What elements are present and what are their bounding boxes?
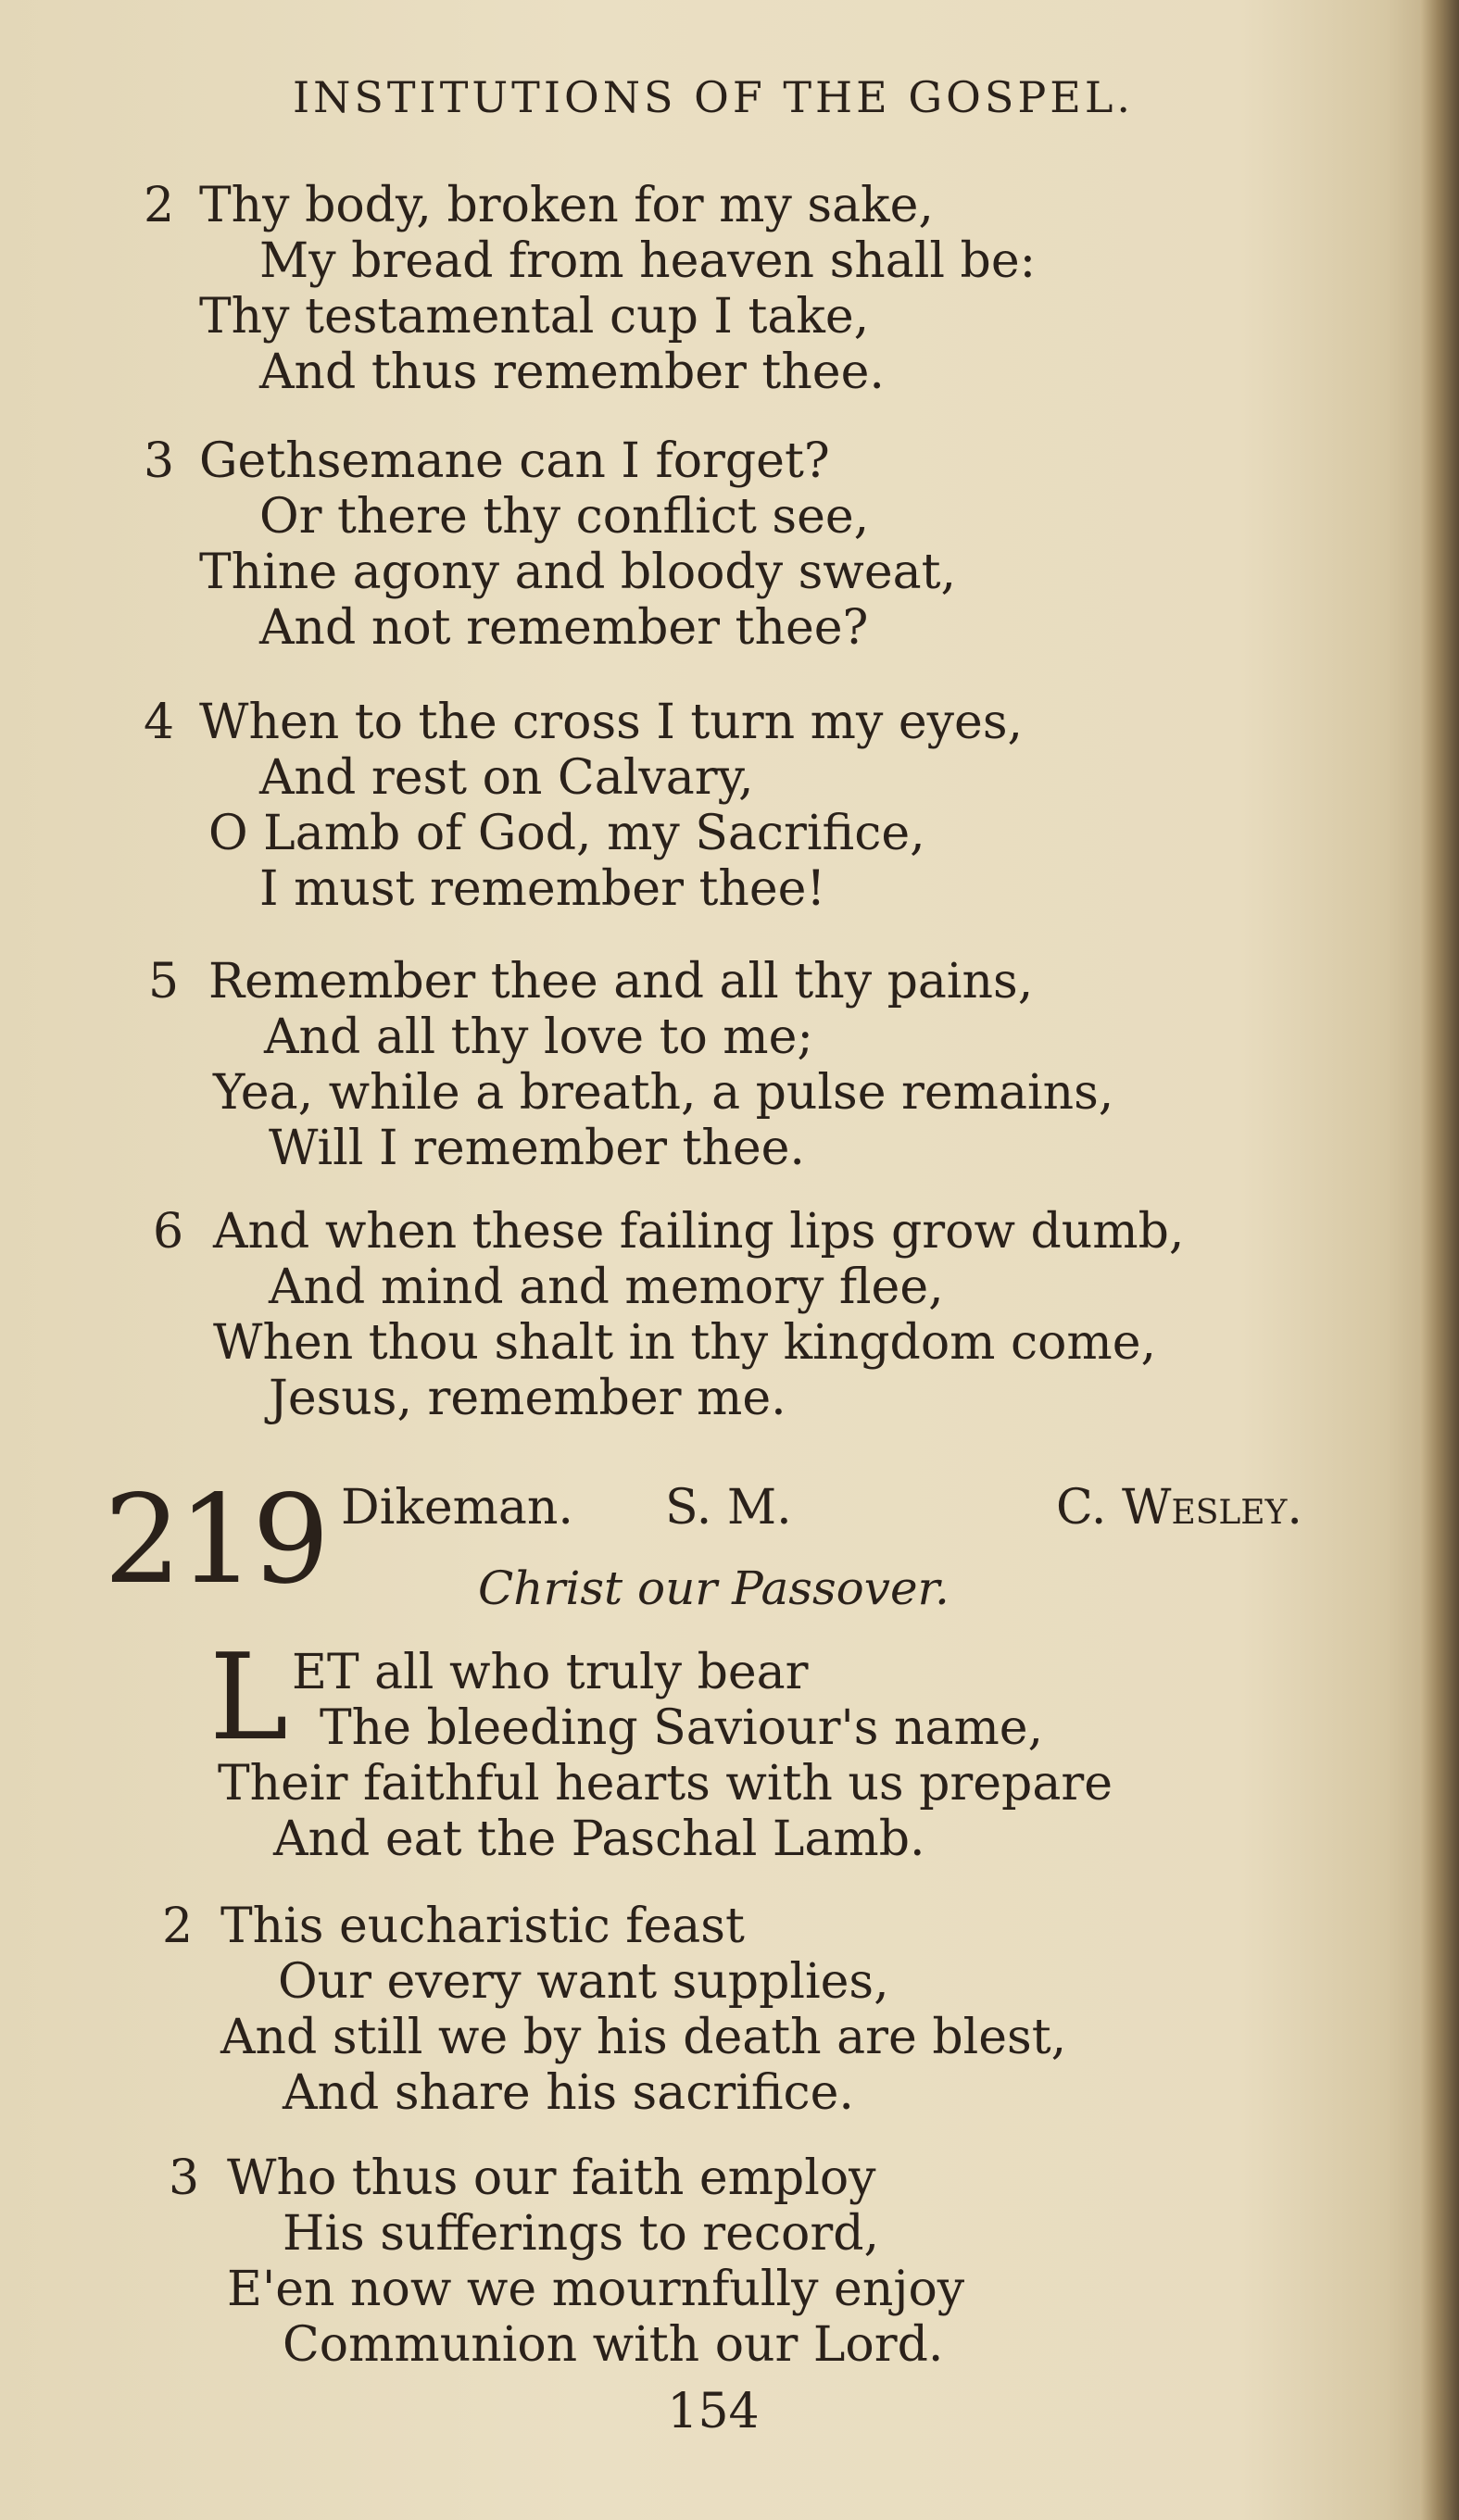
verse-line: I must remember thee! — [259, 861, 826, 917]
author: C. Wesley. — [1056, 1480, 1302, 1536]
verse-line: And when these failing lips grow dumb, — [213, 1204, 1185, 1260]
stanza-number: 2 — [144, 178, 175, 233]
stanza-number: 4 — [144, 695, 175, 750]
verse-line: When to the cross I turn my eyes, — [199, 695, 1024, 750]
verse-line: ET all who truly bear — [292, 1645, 809, 1700]
running-header: INSTITUTIONS OF THE GOSPEL. — [292, 72, 1135, 122]
hymn-number: 219 — [104, 1469, 326, 1611]
verse-line: And share his sacrifice. — [283, 2065, 854, 2121]
verse-line: This eucharistic feast — [220, 1899, 745, 1954]
page-number: 154 — [667, 2384, 760, 2439]
verse-line: O Lamb of God, my Sacrifice, — [208, 806, 925, 861]
stanza-number: 2 — [162, 1899, 194, 1954]
verse-line: Their faithful hearts with us prepare — [218, 1756, 1113, 1812]
verse-line: Thy body, broken for my sake, — [199, 178, 934, 233]
stanza-number: 3 — [144, 433, 175, 489]
drop-cap: L — [209, 1629, 288, 1767]
verse-line: And still we by his death are blest, — [220, 2010, 1067, 2065]
verse-line: His sufferings to record, — [283, 2206, 880, 2262]
verse-line: Yea, while a breath, a pulse remains, — [213, 1065, 1114, 1121]
verse-line: Thy testamental cup I take, — [199, 289, 870, 345]
stanza-number: 3 — [169, 2150, 200, 2206]
page-edge — [1420, 0, 1459, 2520]
verse-line: My bread from heaven shall be: — [259, 233, 1037, 289]
stanza-number: 6 — [153, 1204, 184, 1260]
verse-line: Or there thy conflict see, — [259, 489, 870, 545]
verse-line: And not remember thee? — [259, 600, 869, 656]
verse-line: And mind and memory flee, — [269, 1260, 944, 1315]
tune-name: Dikeman. — [341, 1480, 573, 1536]
verse-line: Communion with our Lord. — [283, 2317, 944, 2373]
verse-line: And all thy love to me; — [264, 1009, 813, 1065]
verse-line: Who thus our faith employ — [227, 2150, 876, 2206]
stanza-number: 5 — [148, 954, 180, 1009]
verse-line: Jesus, remember me. — [269, 1371, 786, 1426]
verse-line: Remember thee and all thy pains, — [208, 954, 1034, 1009]
verse-line: Thine agony and bloody sweat, — [199, 545, 957, 600]
verse-line: E'en now we mournfully enjoy — [227, 2262, 965, 2317]
verse-line: Gethsemane can I forget? — [199, 433, 830, 489]
verse-line: The bleeding Saviour's name, — [320, 1700, 1044, 1756]
verse-line: And thus remember thee. — [259, 345, 885, 400]
verse-line: Will I remember thee. — [269, 1121, 805, 1176]
verse-line: Our every want supplies, — [278, 1954, 889, 2010]
verse-line: When thou shalt in thy kingdom come, — [213, 1315, 1157, 1371]
verse-line: And eat the Paschal Lamb. — [273, 1812, 925, 1867]
hymn-title: Christ our Passover. — [478, 1561, 950, 1615]
verse-line: And rest on Calvary, — [259, 750, 754, 806]
meter: S. M. — [665, 1480, 792, 1536]
